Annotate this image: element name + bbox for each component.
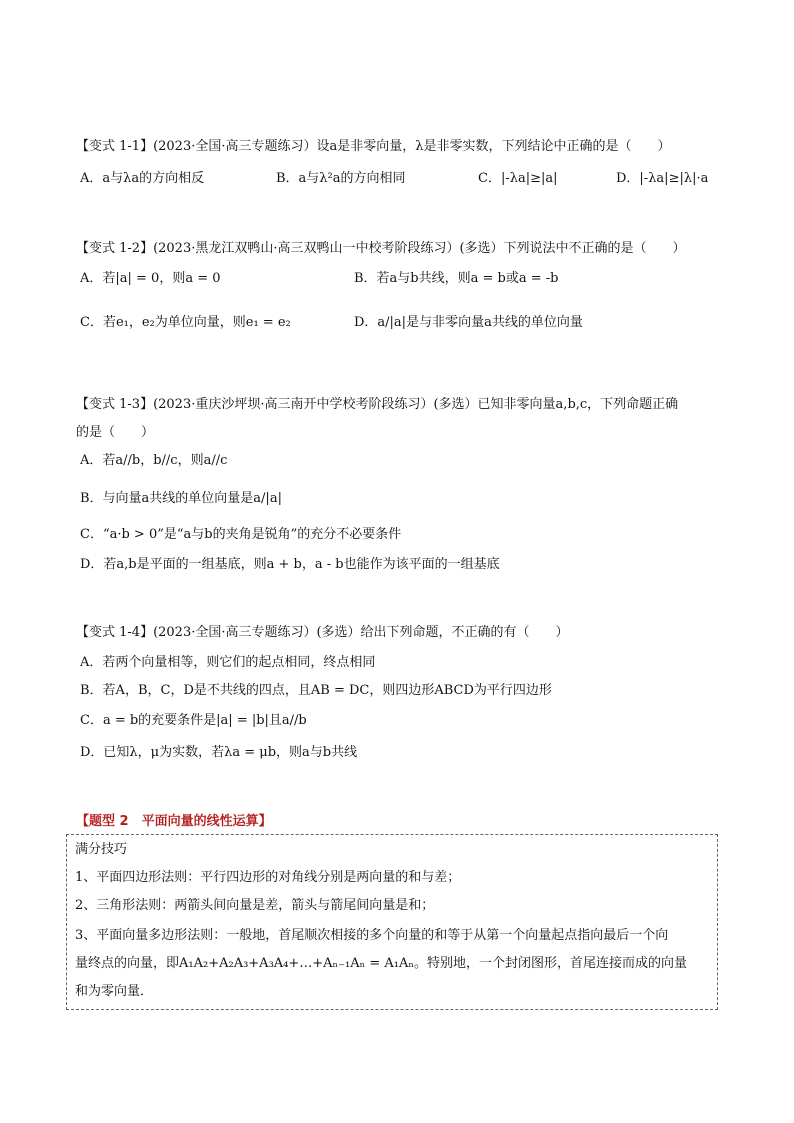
problem-2-option-c: C．若e₁，e₂为单位向量，则e₁ = e₂ <box>80 315 291 330</box>
tip-4: 量终点的向量，即A₁A₂+A₂A₃+A₃A₄+…+Aₙ₋₁Aₙ = A₁Aₙ。特别地，一个封闭图形，首尾连接而成的向量 <box>75 956 688 971</box>
section-title: 【题型 2 平面向量的线性运算】 <box>76 814 272 829</box>
problem-1-option-d: D．|-λa|≥|λ|·a <box>616 171 709 186</box>
problem-2-option-a: A．若|a| = 0，则a = 0 <box>80 271 221 286</box>
tips-heading: 满分技巧 <box>75 842 128 857</box>
tip-3: 3、平面向量多边形法则：一般地，首尾顺次相接的多个向量的和等于从第一个向量起点指向最后一个向 <box>75 928 669 943</box>
tip-2: 2、三角形法则：两箭头间向量是差，箭头与箭尾间向量是和； <box>75 898 435 913</box>
problem-4-option-a: A．若两个向量相等，则它们的起点相同，终点相同 <box>80 655 376 670</box>
problem-3-option-a: A．若a//b，b//c，则a//c <box>80 453 228 468</box>
problem-4-option-c: C．a = b的充要条件是|a| = |b|且a//b <box>80 713 307 728</box>
problem-1-option-b: B．a与λ²a的方向相同 <box>276 171 406 186</box>
problem-1-option-c: C．|-λa|≥|a| <box>478 171 558 186</box>
tip-5: 和为零向量． <box>75 984 154 999</box>
problem-4-stem: 【变式 1-4】(2023·全国·高三专题练习）(多选）给出下列命题，不正确的有（ ） <box>76 625 569 640</box>
problem-3-option-d: D．若a,b是平面的一组基底，则a + b，a - b也能作为该平面的一组基底 <box>80 557 500 572</box>
problem-4-option-b: B．若A，B，C，D是不共线的四点，且AB = DC，则四边形ABCD为平行四边形 <box>80 683 552 698</box>
problem-3-option-c: C．“a·b > 0”是“a与b的夹角是锐角”的充分不必要条件 <box>80 527 402 542</box>
problem-2-option-d: D．a/|a|是与非零向量a共线的单位向量 <box>354 315 583 330</box>
problem-3-stem-cont: 的是（ ） <box>76 425 155 440</box>
problem-1-option-a: A．a与λa的方向相反 <box>80 171 205 186</box>
problem-2-stem: 【变式 1-2】(2023·黑龙江双鸭山·高三双鸭山一中校考阶段练习）(多选）下列说法中不正确的是（ ） <box>76 241 686 256</box>
problem-2-option-b: B．若a与b共线，则a = b或a = -b <box>354 271 559 286</box>
tips-box <box>66 834 718 1010</box>
problem-3-option-b: B．与向量a共线的单位向量是a/|a| <box>80 491 282 506</box>
problem-1-stem: 【变式 1-1】(2023·全国·高三专题练习）设a是非零向量，λ是非零实数，下列结论中正确的是（ ） <box>76 139 671 154</box>
problem-3-stem: 【变式 1-3】(2023·重庆沙坪坝·高三南开中学校考阶段练习）(多选）已知非零向量a,b,c，下列命题正确 <box>76 397 679 412</box>
tip-1: 1、平面四边形法则：平行四边形的对角线分别是两向量的和与差； <box>75 870 461 885</box>
problem-4-option-d: D．已知λ，μ为实数，若λa = μb，则a与b共线 <box>80 745 358 760</box>
